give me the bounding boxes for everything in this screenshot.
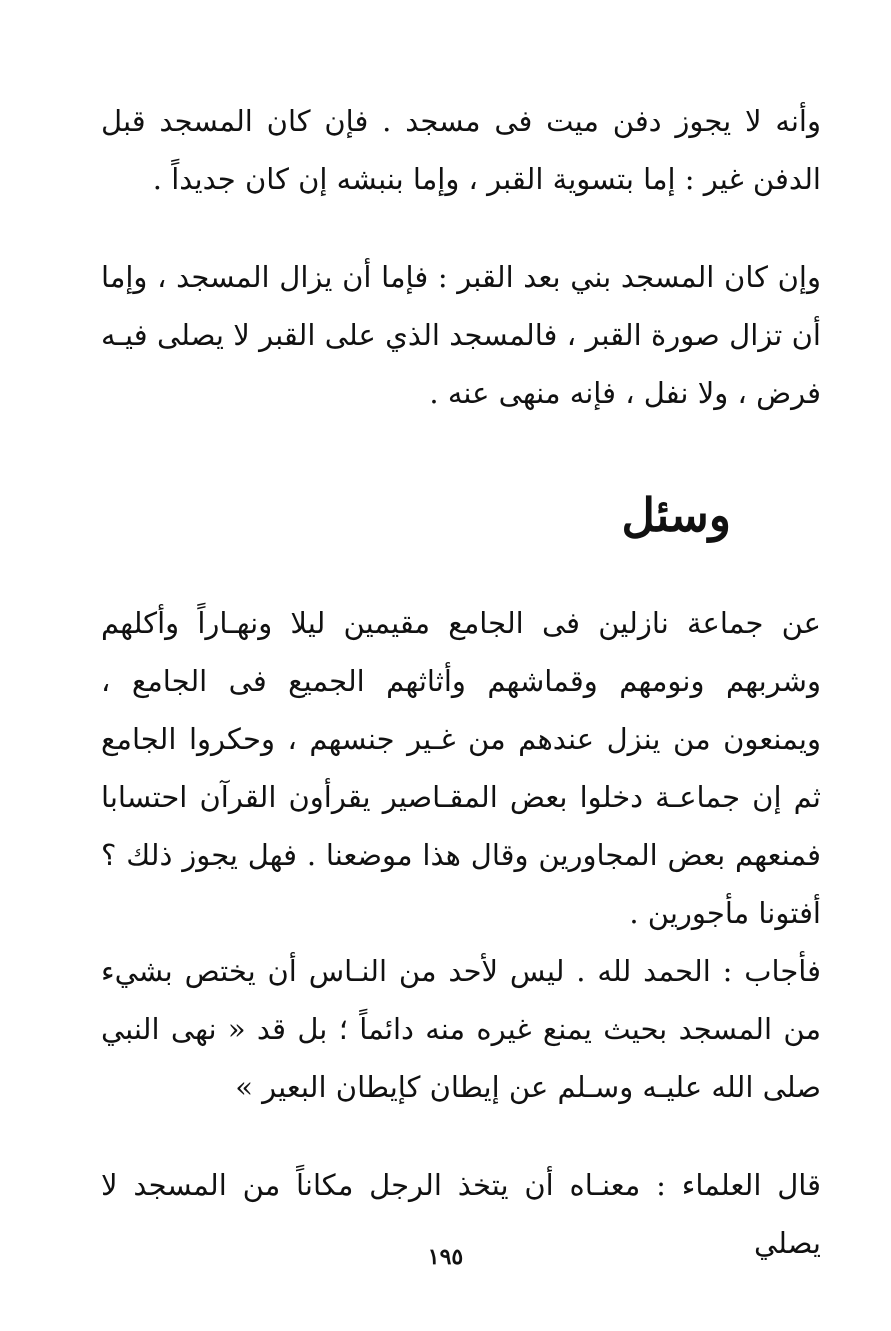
page-number: ١٩٥ [427, 1244, 464, 1270]
scholars-paragraph: قال العلماء : معنـاه أن يتخذ الرجل مكاناً من المسجد لا يصلي [101, 1168, 821, 1260]
question-paragraph: عن جماعة نازلين فى الجامع مقيمين ليلا ونهـاراً وأكلهم وشربهم ونومهم وقماشهم وأثاثهم الجميع فى الجامع ، ويمنعون من ينزل عندهم من غـير جنسهم ، وحكروا الجامع ثم إن جماعـة دخلوا بعض المقـاصير يقرأون القرآن احتسابا فمنعهم بعض المجاورين وقال هذا موضعنا . فهل يجوز ذلك ؟ أفتونا مأجورين . [101, 606, 821, 930]
paragraph-mosque-built-after-grave: وإن كان المسجد بني بعد القبر : فإما أن يزال المسجد ، وإما أن تزال صورة القبر ، فالمسجد الذي على القبر لا يصلى فيـه فرض ، ولا نفل ، فإنه منهى عنه . [101, 260, 821, 410]
section-heading: وسئل [621, 488, 731, 542]
paragraph-burial: وأنه لا يجوز دفن ميت فى مسجد . فإن كان المسجد قبل الدفن غير : إما بتسوية القبر ، وإما بنبشه إن كان جديداً . [101, 104, 821, 196]
answer-paragraph: فأجاب : الحمد لله . ليس لأحد من النـاس أن يختص بشيء من المسجد بحيث يمنع غيره منه دائماً ؛ بل قد « نهى النبي صلى الله عليـه وسـلم عن إيطان كإيطان البعير » [101, 954, 821, 1104]
